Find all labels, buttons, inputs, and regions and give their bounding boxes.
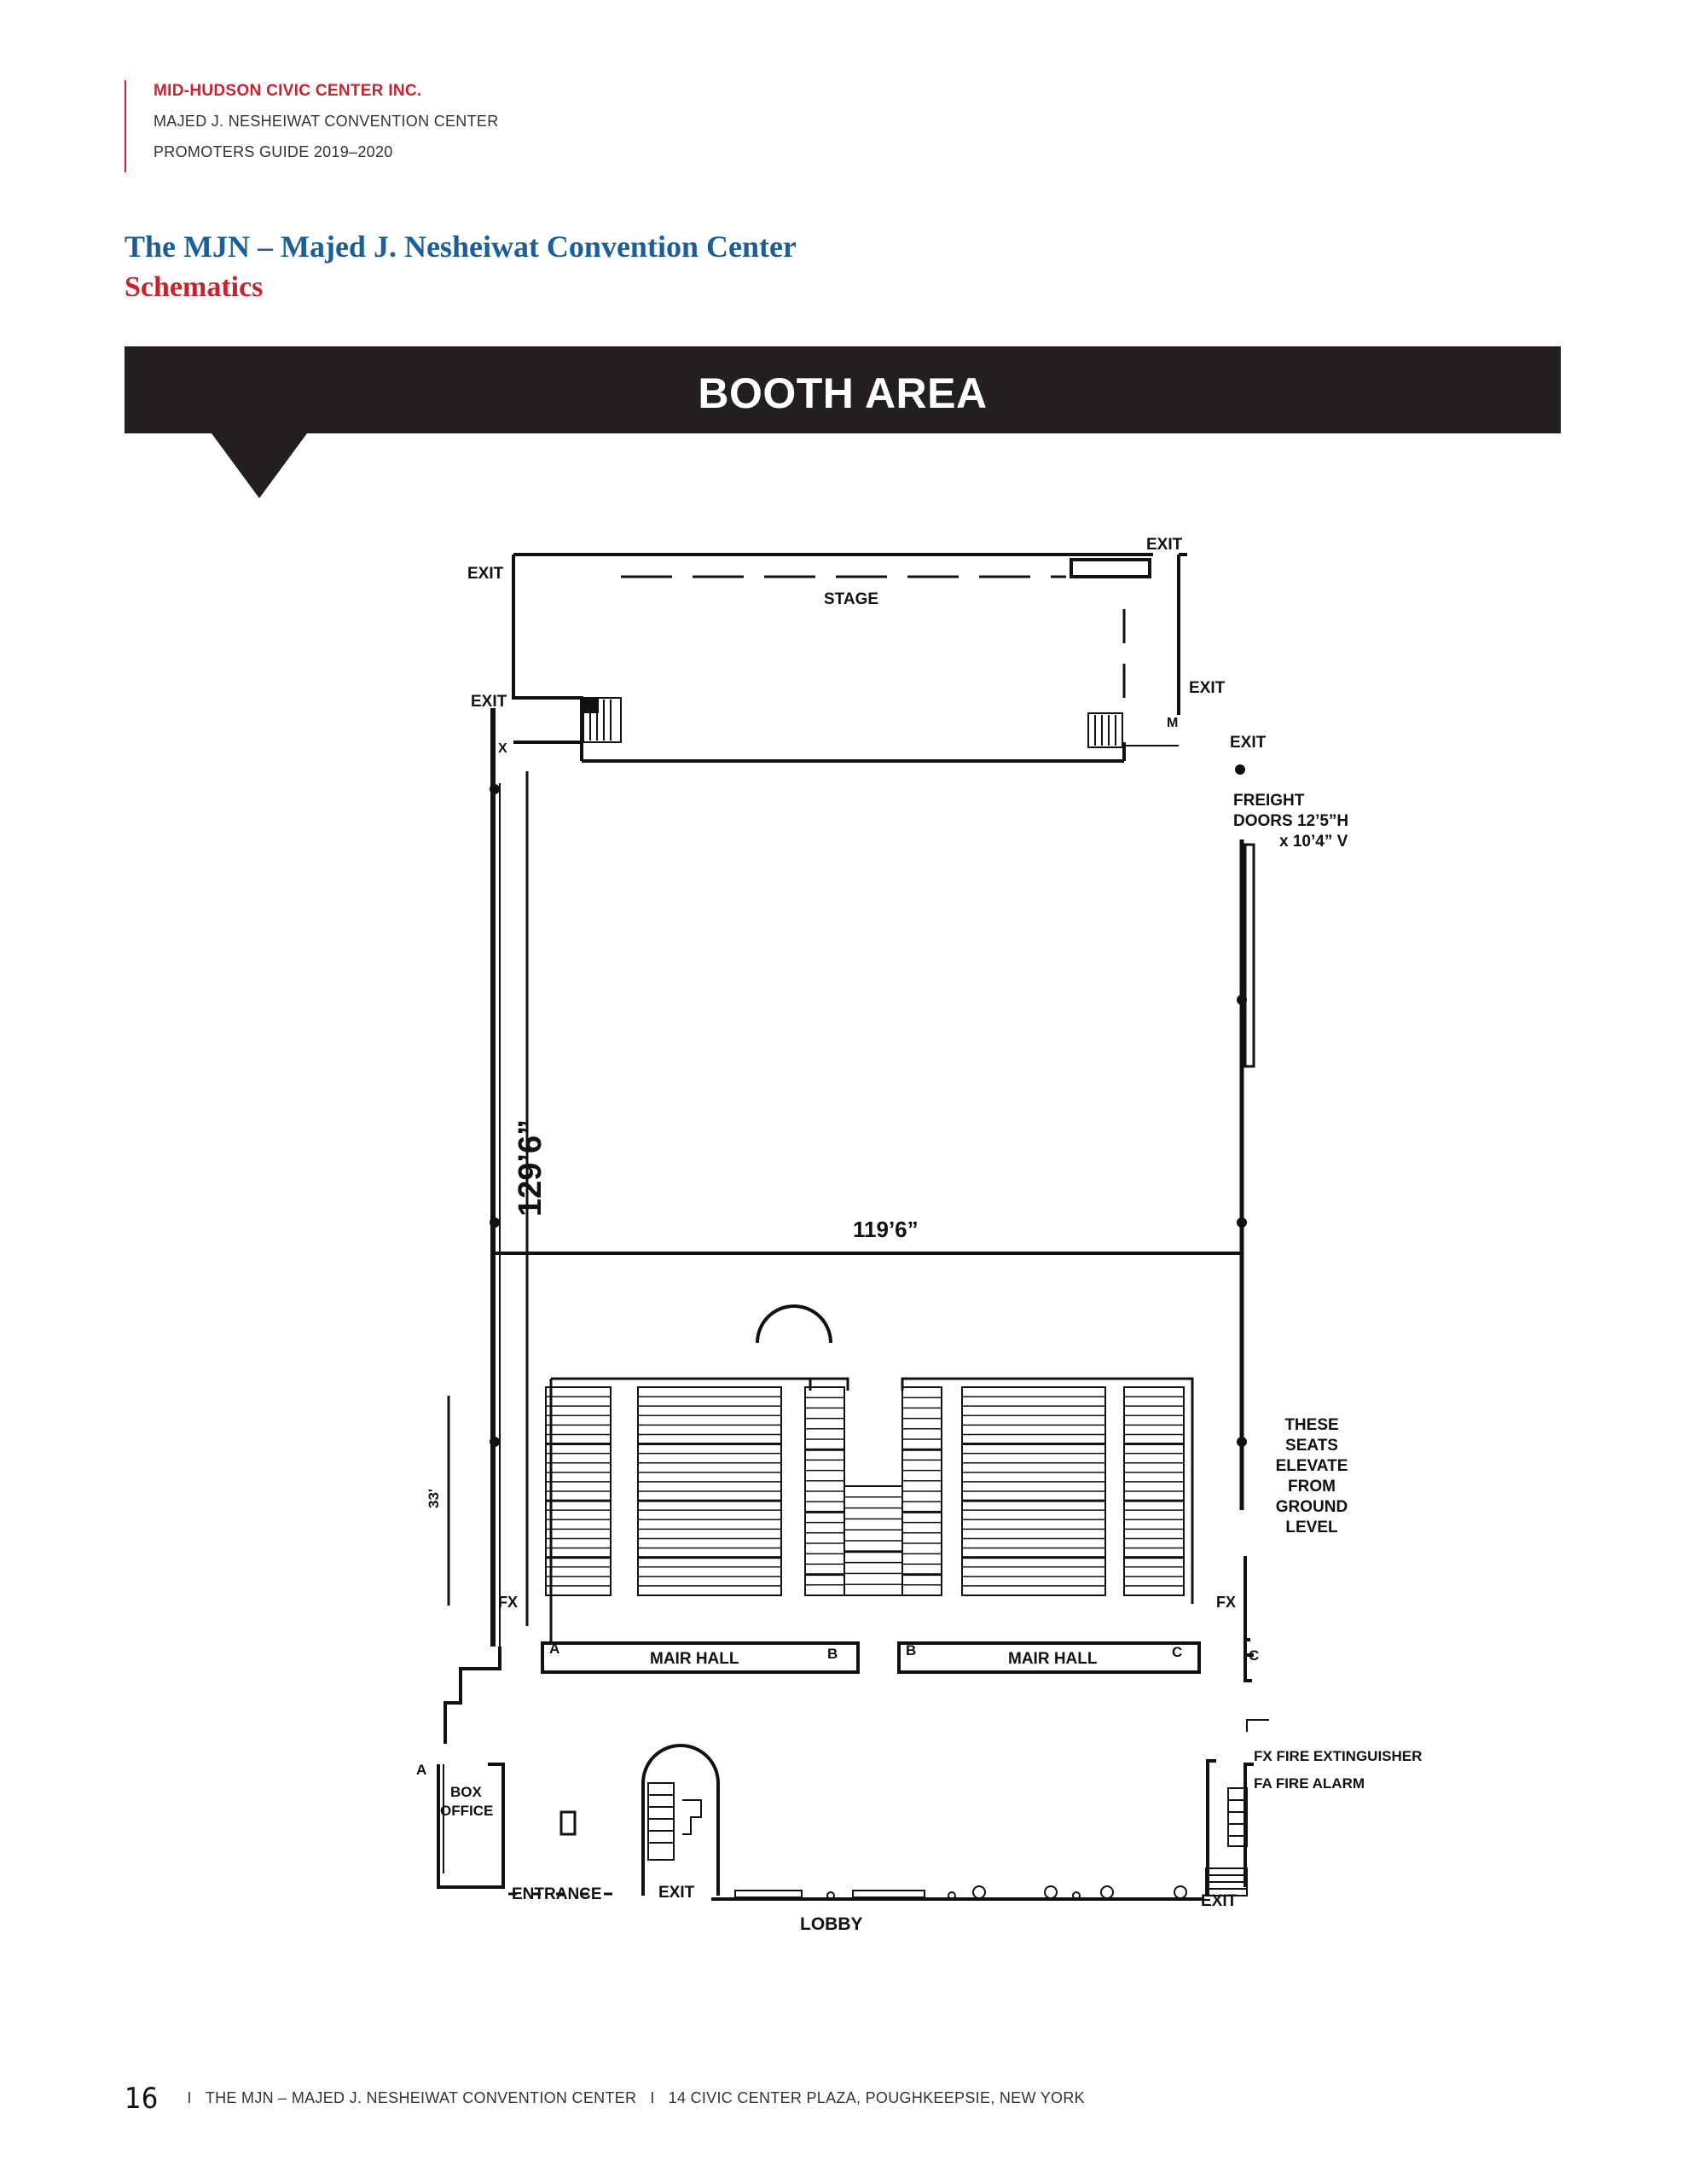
mair-left-letter-a: A: [549, 1641, 560, 1657]
section-banner-title: BOOTH AREA: [698, 369, 988, 417]
mair-left-letter-b: B: [827, 1646, 838, 1662]
page-title: The MJN – Majed J. Nesheiwat Convention Center: [125, 229, 797, 264]
box-office-label-2: OFFICE: [440, 1803, 494, 1819]
footer-venue: THE MJN – MAJED J. NESHEIWAT CONVENTION CENTER: [205, 2089, 637, 2106]
right-letter-c: C: [1249, 1647, 1260, 1664]
hall-right-wall: [1237, 766, 1254, 1655]
stage-steps-left: [583, 698, 621, 742]
box-office: [438, 1764, 575, 1887]
legend-bracket: [1247, 1720, 1269, 1732]
header-venue: MAJED J. NESHEIWAT CONVENTION CENTER: [154, 113, 499, 130]
seats-note-line: GROUND: [1275, 1498, 1348, 1516]
exit-label-right-stage: EXIT: [1189, 679, 1226, 697]
lobby-wall: [711, 1886, 1203, 1899]
header-guide: PROMOTERS GUIDE 2019–2020: [154, 143, 393, 160]
legend-fa: FA FIRE ALARM: [1254, 1775, 1365, 1792]
legend-fx: FX FIRE EXTINGUISHER: [1254, 1748, 1423, 1764]
mair-right-letter-c: C: [1172, 1644, 1183, 1660]
x-mark: X: [498, 741, 507, 756]
page-footer: [125, 2082, 1085, 2116]
seats-note-line: THESE: [1284, 1416, 1339, 1434]
footer-address: 14 CIVIC CENTER PLAZA, POUGHKEEPSIE, NEW YORK: [668, 2089, 1085, 2106]
hall-left-wall: [445, 708, 500, 1744]
stage-steps-right: [1088, 713, 1122, 747]
entrance-label: ENTRANCE: [512, 1885, 602, 1903]
box-office-label-1: BOX: [450, 1784, 482, 1800]
exit-label-lobby-right: EXIT: [1201, 1892, 1238, 1910]
seats-note-line: ELEVATE: [1275, 1457, 1348, 1475]
footer-divider: I: [187, 2089, 192, 2106]
exit-label-right: EXIT: [1230, 734, 1267, 752]
freight-label-2: DOORS 12’5”H: [1233, 812, 1349, 830]
seating-blocks: [546, 1387, 1184, 1595]
m-mark: M: [1167, 716, 1179, 730]
page-subtitle: Schematics: [125, 271, 264, 303]
stage-label: STAGE: [824, 590, 879, 608]
mair-right-letter-b: B: [906, 1642, 917, 1658]
width-dimension-label: 119’6”: [853, 1217, 919, 1242]
seats-note-line: SEATS: [1285, 1437, 1338, 1455]
exit-label-stage-top: EXIT: [1146, 536, 1183, 554]
freight-label-3: x 10’4” V: [1279, 833, 1348, 851]
lobby-label: LOBBY: [800, 1914, 863, 1934]
depth-dimension-label: 129’6”: [513, 1118, 548, 1217]
center-arch: [757, 1306, 831, 1343]
fx-label-left: FX: [498, 1594, 519, 1611]
box-office-letter-a: A: [416, 1762, 427, 1778]
freight-label-1: FREIGHT: [1233, 792, 1305, 810]
exit-label-stage-left: EXIT: [467, 565, 504, 583]
header-org: MID-HUDSON CIVIC CENTER INC.: [154, 82, 422, 100]
mair-hall-label-right: MAIR HALL: [1008, 1650, 1098, 1668]
exit-label-lobby: EXIT: [658, 1884, 695, 1902]
seats-note: [1276, 1416, 1348, 1536]
lobby-right-stairs: [1206, 1761, 1254, 1896]
stair-tower: [643, 1745, 718, 1896]
fx-label-right: FX: [1216, 1594, 1237, 1611]
dim-33-label: 33': [426, 1489, 442, 1508]
page-number: 16: [125, 2082, 159, 2116]
stage-outline: [513, 555, 1187, 761]
mair-hall-label-left: MAIR HALL: [650, 1650, 739, 1668]
seats-note-line: FROM: [1288, 1478, 1336, 1496]
footer-divider: I: [650, 2089, 655, 2106]
exit-label-left: EXIT: [471, 693, 507, 711]
seats-note-line: LEVEL: [1285, 1519, 1338, 1536]
